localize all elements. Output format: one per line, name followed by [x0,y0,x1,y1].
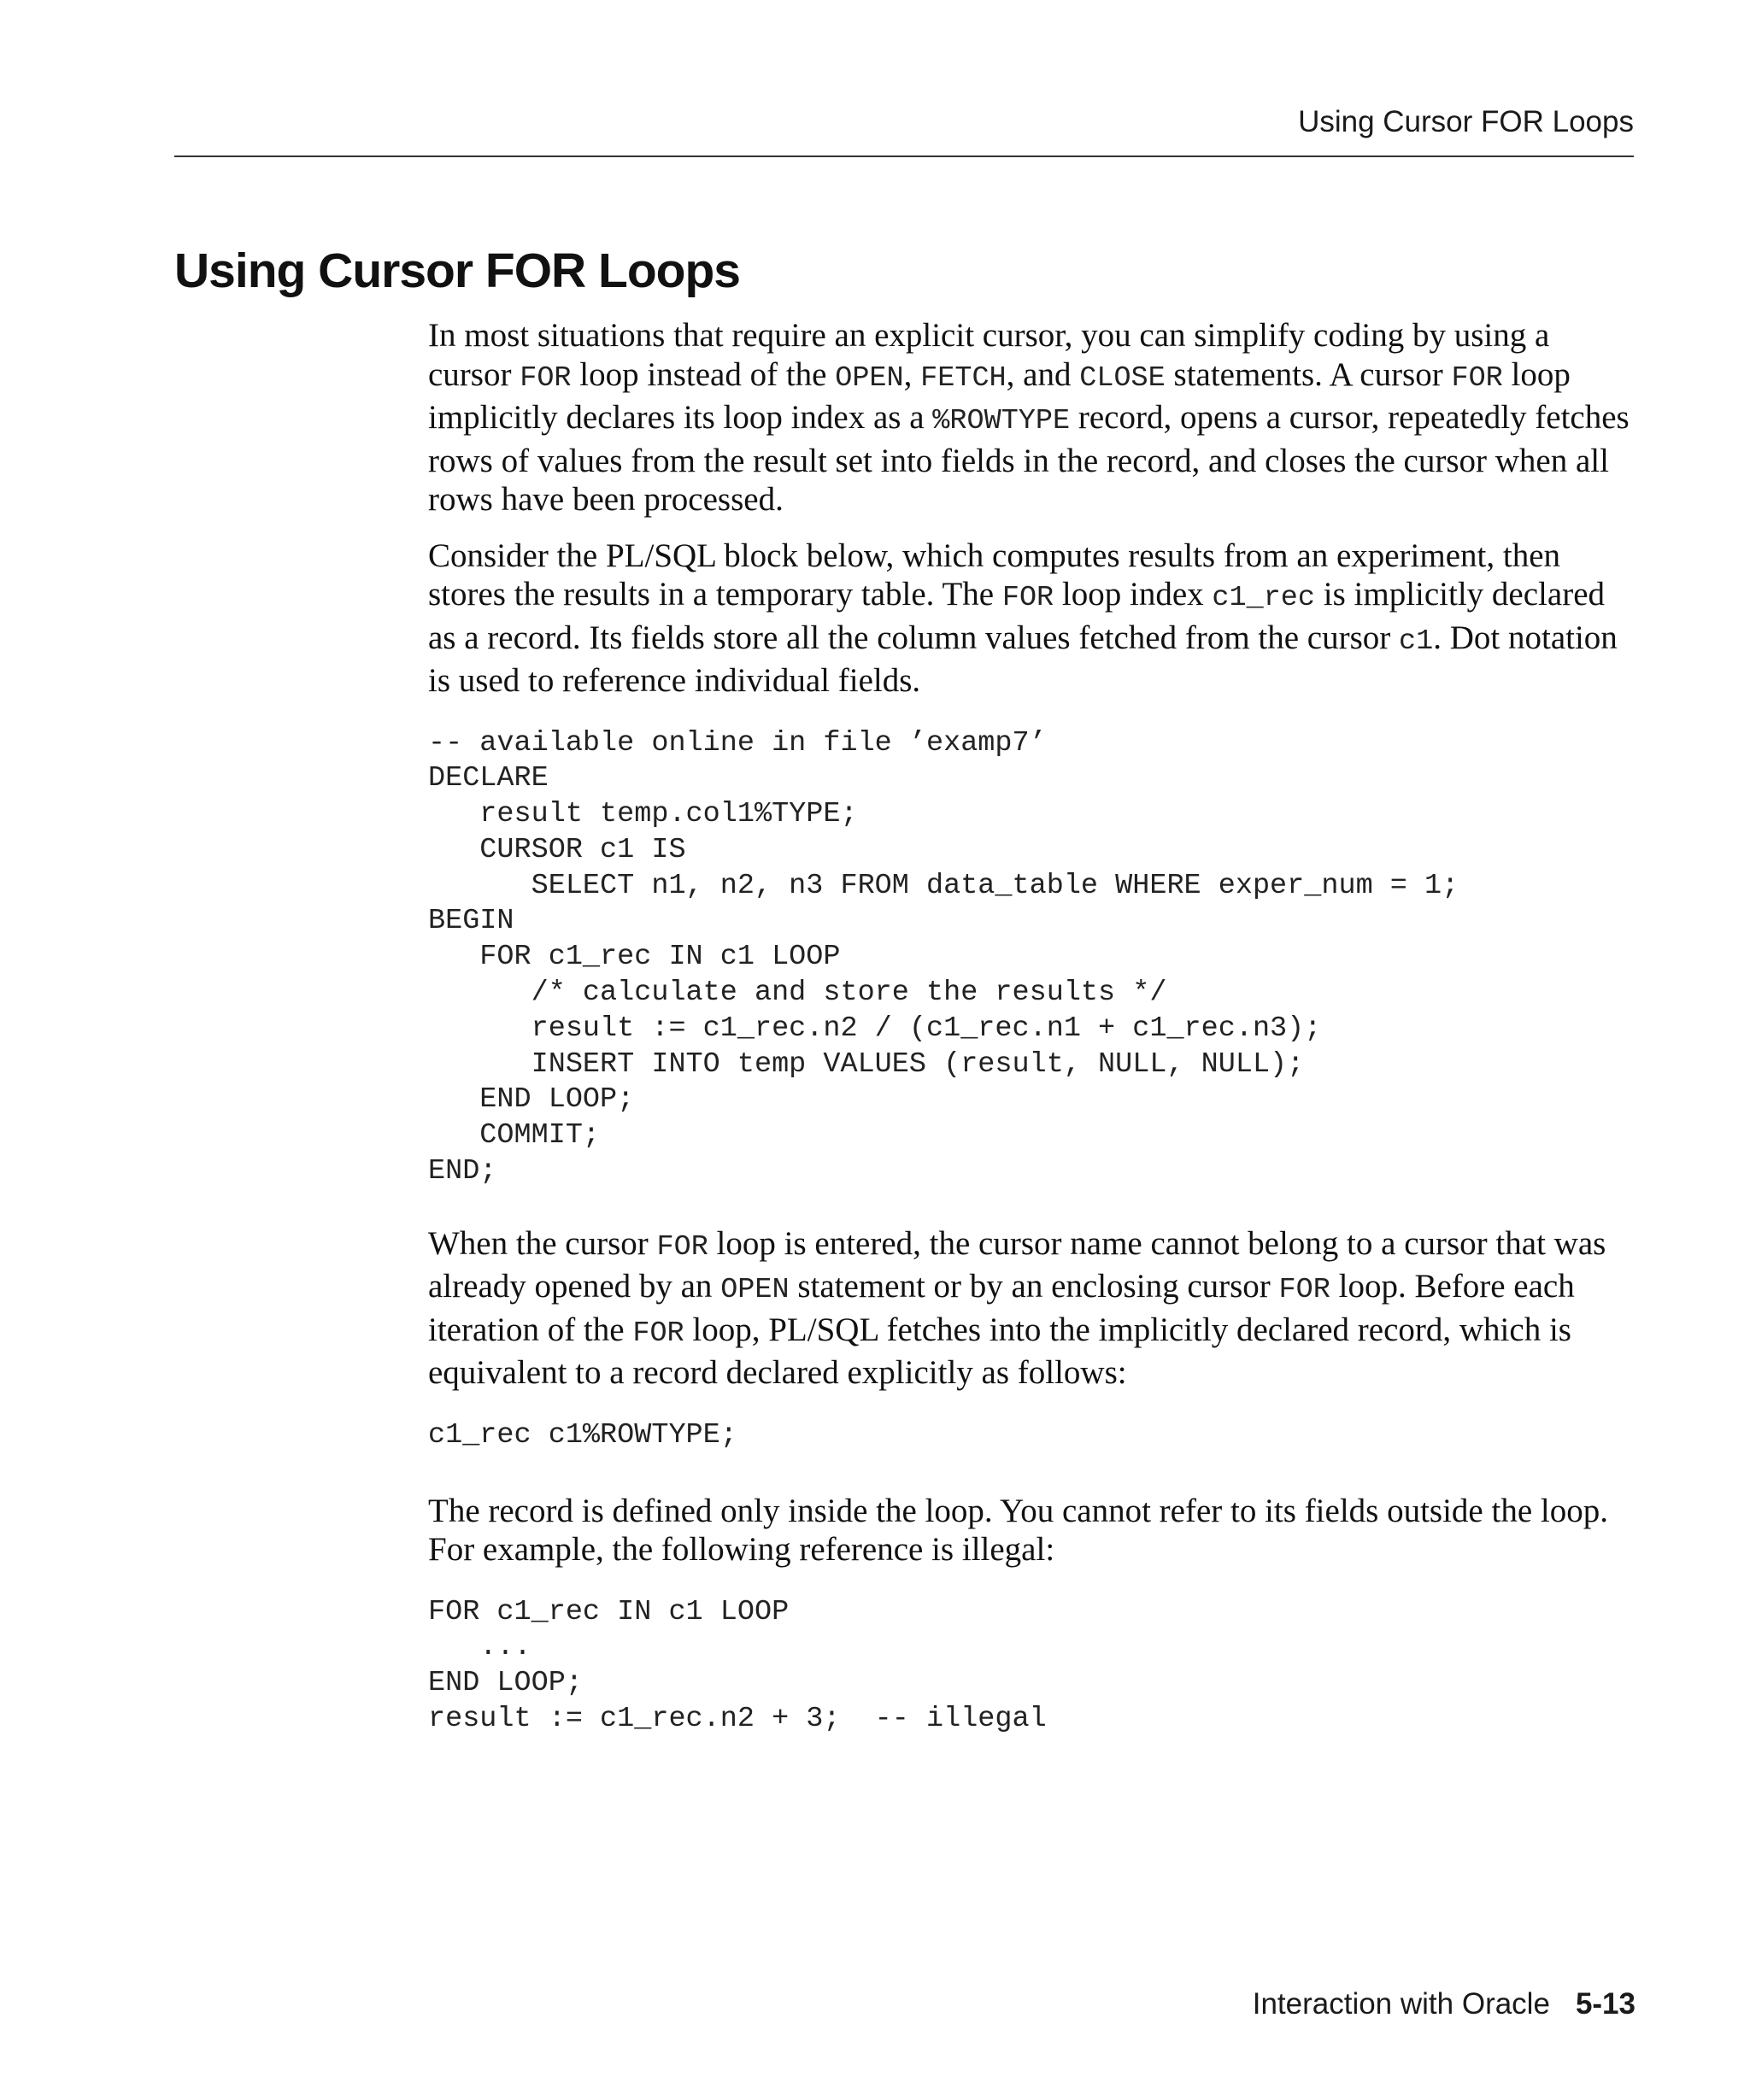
inline-code: FOR [520,361,572,395]
text-run: , [903,355,921,393]
text-run: In most situations that require an explicit cursor, you can simplify coding by using a cursor [428,317,1550,393]
text-run: , and [1006,355,1080,393]
footer-chapter-title: Interaction with Oracle [1252,1987,1550,2021]
inline-code: c1 [1399,625,1434,658]
text-run: The record is defined only inside the loop. You cannot refer to its fields outside the loop. For example, the following reference is illegal: [428,1492,1608,1569]
code-block-record-declaration: c1_rec c1%ROWTYPE; [428,1418,737,1452]
text-run: is implicitly declared as a record. Its fields store all the column values fetched from the cursor [428,576,1605,656]
inline-code: OPEN [720,1274,790,1307]
inline-code: FOR [632,1317,684,1350]
text-run: loop index [1054,576,1213,613]
page-number: 5-13 [1575,1987,1635,2021]
text-run: loop implicitly declares its loop index as a [428,355,1571,436]
text-run: statements. A cursor [1165,355,1452,393]
inline-code: FOR [1278,1274,1330,1307]
code-block-examp7: -- available online in file ’examp7’ DECLARE result temp.col1%TYPE; CURSOR c1 IS SELECT n1, n2, n3 FROM data_table WHERE exper_num = 1; BEGIN FOR c1_rec IN c1 LOOP /* calculate and store the results */ result := c1_rec.n2 / (c1_rec.n1 + c1_rec.n3); INSERT INTO temp VALUES (result, NULL, NULL); END LOOP; COMMIT; END; [428,726,1459,1188]
text-run: loop. Before each iteration of the [428,1268,1575,1348]
inline-code: FOR [656,1230,708,1264]
text-run: . Dot notation is used to reference individual fields. [428,619,1618,699]
text-run: loop, PL/SQL fetches into the implicitly declared record, which is equivalent to a record declared explicitly as follows: [428,1311,1571,1392]
text-run: record, opens a cursor, repeatedly fetches rows of values from the result set into fields in the record, and closes the cursor when all rows have been processed. [428,399,1630,518]
paragraph-example-intro [428,537,1639,701]
inline-code: c1_rec [1212,582,1316,614]
inline-code: FETCH [920,361,1007,395]
page-footer [1253,1987,1635,2021]
text-run: When the cursor [428,1224,657,1262]
inline-code: FOR [1001,582,1054,614]
inline-code: %ROWTYPE [932,405,1071,437]
running-header: Using Cursor FOR Loops [1298,105,1634,138]
paragraph-intro [428,316,1639,519]
text-run: Consider the PL/SQL block below, which computes results from an experiment, then stores the results in a temporary table. The [428,537,1561,613]
paragraph-record-scope [428,1492,1639,1569]
text-run: loop is entered, the cursor name cannot belong to a cursor that was already opened by an [428,1224,1606,1305]
paragraph-loop-entry [428,1224,1639,1393]
section-title: Using Cursor FOR Loops [174,243,740,298]
text-run: statement or by an enclosing cursor [789,1268,1279,1305]
header-rule [174,155,1634,157]
code-block-illegal-reference: FOR c1_rec IN c1 LOOP ... END LOOP; result := c1_rec.n2 + 3; -- illegal [428,1595,1047,1736]
inline-code: OPEN [835,361,904,395]
inline-code: CLOSE [1079,361,1166,395]
inline-code: FOR [1451,361,1503,395]
body-content [428,316,1639,1738]
text-run: loop instead of the [571,355,836,393]
